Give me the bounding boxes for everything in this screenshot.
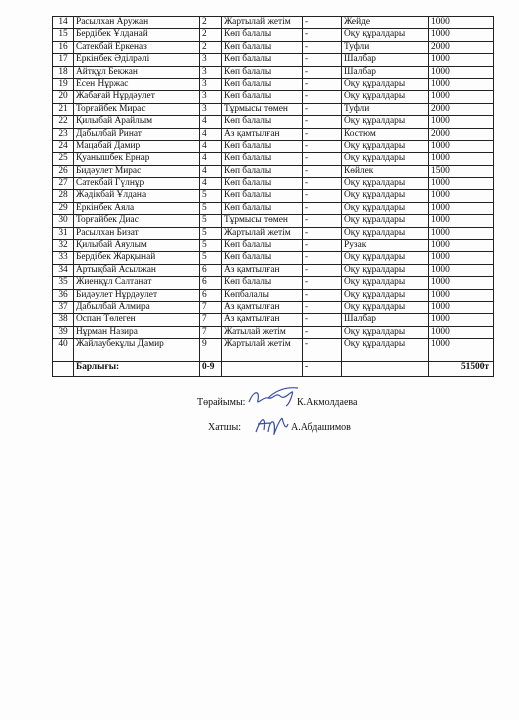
- amount-cell: 1000: [429, 240, 494, 252]
- aid-item-cell: Жейде: [342, 17, 429, 29]
- table-row: [53, 326, 494, 338]
- secretary-label: Хатшы:: [208, 422, 241, 433]
- dash-cell: -: [303, 215, 342, 227]
- grade-cell: 6: [200, 277, 222, 289]
- aid-item-cell: Оқу құралдары: [342, 301, 429, 313]
- student-name-cell: Есен Нұржас: [74, 78, 200, 90]
- grade-cell: 5: [200, 215, 222, 227]
- grade-cell: 9: [200, 339, 222, 362]
- amount-cell: 1500: [429, 165, 494, 177]
- family-status-cell: Аз қамтылған: [222, 264, 303, 276]
- family-status-cell: Аз қамтылған: [222, 314, 303, 326]
- amount-cell: 1000: [429, 190, 494, 202]
- student-name-cell: Қуанышбек Ернар: [74, 153, 200, 165]
- dash-cell: -: [303, 128, 342, 140]
- grade-cell: 6: [200, 289, 222, 301]
- dash-cell: -: [303, 277, 342, 289]
- family-status-cell: Көп балалы: [222, 29, 303, 41]
- aid-table-body: [53, 17, 494, 377]
- dash-cell: -: [303, 78, 342, 90]
- table-row: [53, 116, 494, 128]
- family-status-cell: Көп балалы: [222, 252, 303, 264]
- student-name-cell: Оспан Төлеген: [74, 314, 200, 326]
- student-name-cell: Жәдікбай Ұлдана: [74, 190, 200, 202]
- family-status-cell: Көп балалы: [222, 178, 303, 190]
- aid-item-cell: Көйлек: [342, 165, 429, 177]
- row-number-cell: 35: [53, 277, 74, 289]
- table-row: [53, 314, 494, 326]
- amount-cell: 1000: [429, 66, 494, 78]
- table-row: [53, 41, 494, 53]
- grade-cell: 4: [200, 128, 222, 140]
- table-row: [53, 264, 494, 276]
- secretary-signature-icon: [252, 412, 292, 438]
- grade-cell: 2: [200, 41, 222, 53]
- aid-item-cell: Шалбар: [342, 66, 429, 78]
- table-row: [53, 227, 494, 239]
- table-row: [53, 178, 494, 190]
- family-status-cell: Көп балалы: [222, 140, 303, 152]
- row-number-cell: 32: [53, 240, 74, 252]
- dash-cell: -: [303, 103, 342, 115]
- aid-item-cell: Оқу құралдары: [342, 91, 429, 103]
- aid-item-cell: Оқу құралдары: [342, 264, 429, 276]
- aid-item-cell: Оқу құралдары: [342, 339, 429, 362]
- table-row: [53, 140, 494, 152]
- grade-cell: 4: [200, 153, 222, 165]
- family-status-cell: Көп балалы: [222, 78, 303, 90]
- row-number-cell: 14: [53, 17, 74, 29]
- chair-name: К.Акмолдаева: [297, 397, 358, 408]
- aid-item-cell: Костюм: [342, 128, 429, 140]
- amount-cell: 1000: [429, 227, 494, 239]
- amount-cell: 1000: [429, 54, 494, 66]
- amount-cell: 1000: [429, 277, 494, 289]
- student-name-cell: Еркінбек Әділрәлі: [74, 54, 200, 66]
- dash-cell: -: [303, 314, 342, 326]
- dash-cell: -: [303, 202, 342, 214]
- aid-item-cell: Оқу құралдары: [342, 289, 429, 301]
- amount-cell: 1000: [429, 252, 494, 264]
- grade-cell: 7: [200, 314, 222, 326]
- row-number-cell: 33: [53, 252, 74, 264]
- table-row: [53, 240, 494, 252]
- row-number-cell: 15: [53, 29, 74, 41]
- grade-cell: 5: [200, 240, 222, 252]
- amount-cell: 2000: [429, 128, 494, 140]
- table-row: [53, 165, 494, 177]
- row-number-cell: 26: [53, 165, 74, 177]
- grade-cell: 3: [200, 103, 222, 115]
- total-empty-cell: [222, 362, 303, 377]
- table-row: [53, 29, 494, 41]
- table-row: [53, 91, 494, 103]
- row-number-cell: 34: [53, 264, 74, 276]
- grade-cell: 3: [200, 91, 222, 103]
- amount-cell: 1000: [429, 301, 494, 313]
- grade-cell: 2: [200, 17, 222, 29]
- grade-cell: 4: [200, 140, 222, 152]
- amount-cell: 1000: [429, 178, 494, 190]
- dash-cell: -: [303, 54, 342, 66]
- amount-cell: 1000: [429, 215, 494, 227]
- family-status-cell: Көп балалы: [222, 116, 303, 128]
- aid-item-cell: Оқу құралдары: [342, 78, 429, 90]
- aid-item-cell: Туфли: [342, 41, 429, 53]
- row-number-cell: 25: [53, 153, 74, 165]
- grade-cell: 4: [200, 178, 222, 190]
- family-status-cell: Аз қамтылған: [222, 128, 303, 140]
- amount-cell: 1000: [429, 264, 494, 276]
- grade-cell: 3: [200, 54, 222, 66]
- total-grades-cell: 0-9: [200, 362, 222, 377]
- dash-cell: -: [303, 153, 342, 165]
- family-status-cell: Көп балалы: [222, 41, 303, 53]
- aid-item-cell: Оқу құралдары: [342, 140, 429, 152]
- amount-cell: 1000: [429, 116, 494, 128]
- dash-cell: -: [303, 264, 342, 276]
- total-dash-cell: -: [303, 362, 342, 377]
- table-row: [53, 78, 494, 90]
- aid-item-cell: Рузак: [342, 240, 429, 252]
- family-status-cell: Көп балалы: [222, 165, 303, 177]
- row-number-cell: 20: [53, 91, 74, 103]
- student-name-cell: Торғайбек Мирас: [74, 103, 200, 115]
- dash-cell: -: [303, 29, 342, 41]
- student-name-cell: Жабағай Нұрдәулет: [74, 91, 200, 103]
- dash-cell: -: [303, 227, 342, 239]
- family-status-cell: Көп балалы: [222, 190, 303, 202]
- aid-item-cell: Оқу құралдары: [342, 252, 429, 264]
- dash-cell: -: [303, 326, 342, 338]
- amount-cell: 1000: [429, 314, 494, 326]
- dash-cell: -: [303, 190, 342, 202]
- grade-cell: 5: [200, 227, 222, 239]
- student-name-cell: Еркінбек Аяла: [74, 202, 200, 214]
- row-number-cell: 30: [53, 215, 74, 227]
- row-number-cell: 21: [53, 103, 74, 115]
- aid-item-cell: Туфли: [342, 103, 429, 115]
- family-status-cell: Жатылай жетім: [222, 326, 303, 338]
- student-name-cell: Қилыбай Арайлым: [74, 116, 200, 128]
- grade-cell: 4: [200, 116, 222, 128]
- student-name-cell: Сатекбай Гүлнұр: [74, 178, 200, 190]
- student-name-cell: Бердібек Жарқынай: [74, 252, 200, 264]
- amount-cell: 1000: [429, 140, 494, 152]
- aid-item-cell: Оқу құралдары: [342, 202, 429, 214]
- secretary-name: А.Абдашимов: [291, 422, 351, 433]
- row-number-cell: 17: [53, 54, 74, 66]
- dash-cell: -: [303, 178, 342, 190]
- table-row: [53, 277, 494, 289]
- table-row: [53, 252, 494, 264]
- aid-item-cell: Оқу құралдары: [342, 326, 429, 338]
- family-status-cell: Жартылай жетім: [222, 227, 303, 239]
- row-number-cell: 29: [53, 202, 74, 214]
- amount-cell: 1000: [429, 326, 494, 338]
- student-name-cell: Артықбай Асылжан: [74, 264, 200, 276]
- grade-cell: 5: [200, 190, 222, 202]
- row-number-cell: 18: [53, 66, 74, 78]
- student-name-cell: Бидәулет Мирас: [74, 165, 200, 177]
- table-row: [53, 202, 494, 214]
- table-row: [53, 66, 494, 78]
- dash-cell: -: [303, 240, 342, 252]
- grade-cell: 7: [200, 301, 222, 313]
- student-name-cell: Жайлаубекұлы Дамир: [74, 339, 200, 362]
- dash-cell: -: [303, 339, 342, 362]
- aid-item-cell: Оқу құралдары: [342, 178, 429, 190]
- dash-cell: -: [303, 17, 342, 29]
- student-name-cell: Сатекбай Еркеназ: [74, 41, 200, 53]
- family-status-cell: Көп балалы: [222, 240, 303, 252]
- amount-cell: 2000: [429, 103, 494, 115]
- row-number-cell: 31: [53, 227, 74, 239]
- row-number-cell: 39: [53, 326, 74, 338]
- table-row: [53, 190, 494, 202]
- table-row: [53, 103, 494, 115]
- dash-cell: -: [303, 116, 342, 128]
- row-number-cell: 24: [53, 140, 74, 152]
- total-row: [53, 362, 494, 377]
- family-status-cell: Көп балалы: [222, 66, 303, 78]
- dash-cell: -: [303, 289, 342, 301]
- amount-cell: 1000: [429, 289, 494, 301]
- student-name-cell: Дабылбай Ринат: [74, 128, 200, 140]
- aid-item-cell: Оқу құралдары: [342, 277, 429, 289]
- table-row: [53, 54, 494, 66]
- row-number-cell: 23: [53, 128, 74, 140]
- family-status-cell: Тұрмысы төмен: [222, 215, 303, 227]
- row-number-cell: 40: [53, 339, 74, 362]
- student-name-cell: Жиенқұл Салтанат: [74, 277, 200, 289]
- dash-cell: -: [303, 91, 342, 103]
- amount-cell: 2000: [429, 41, 494, 53]
- total-label-cell: Барлығы:: [74, 362, 200, 377]
- student-name-cell: Торғайбек Диас: [74, 215, 200, 227]
- aid-item-cell: Шалбар: [342, 314, 429, 326]
- row-number-cell: 36: [53, 289, 74, 301]
- aid-item-cell: Оқу құралдары: [342, 227, 429, 239]
- grade-cell: 5: [200, 252, 222, 264]
- table-row: [53, 215, 494, 227]
- table-row: [53, 289, 494, 301]
- dash-cell: -: [303, 252, 342, 264]
- grade-cell: 6: [200, 264, 222, 276]
- family-status-cell: Көп балалы: [222, 153, 303, 165]
- row-number-cell: 28: [53, 190, 74, 202]
- table-row: [53, 128, 494, 140]
- family-status-cell: Көп балалы: [222, 91, 303, 103]
- table-row: [53, 301, 494, 313]
- aid-table: [52, 16, 494, 377]
- chair-label: Төрайымы:: [197, 397, 246, 408]
- table-row: [53, 153, 494, 165]
- dash-cell: -: [303, 140, 342, 152]
- amount-cell: 1000: [429, 91, 494, 103]
- grade-cell: 4: [200, 165, 222, 177]
- total-amount-cell: 51500т: [429, 362, 494, 377]
- student-name-cell: Айтқұл Бекжан: [74, 66, 200, 78]
- amount-cell: 1000: [429, 202, 494, 214]
- amount-cell: 1000: [429, 17, 494, 29]
- amount-cell: 1000: [429, 78, 494, 90]
- row-number-cell: 37: [53, 301, 74, 313]
- aid-item-cell: Оқу құралдары: [342, 153, 429, 165]
- aid-item-cell: Оқу құралдары: [342, 29, 429, 41]
- family-status-cell: Жартылай жетім: [222, 17, 303, 29]
- row-number-cell: 22: [53, 116, 74, 128]
- student-name-cell: Расылхан Аружан: [74, 17, 200, 29]
- student-name-cell: Расылхан Бизат: [74, 227, 200, 239]
- student-name-cell: Бердібек Ұлданай: [74, 29, 200, 41]
- aid-item-cell: Оқу құралдары: [342, 190, 429, 202]
- dash-cell: -: [303, 301, 342, 313]
- amount-cell: 1000: [429, 29, 494, 41]
- chair-signature-icon: [246, 384, 302, 410]
- total-empty-cell: [53, 362, 74, 377]
- student-name-cell: Мацабай Дамир: [74, 140, 200, 152]
- aid-item-cell: Шалбар: [342, 54, 429, 66]
- student-name-cell: Қилыбай Аяулым: [74, 240, 200, 252]
- aid-item-cell: Оқу құралдары: [342, 116, 429, 128]
- grade-cell: 3: [200, 66, 222, 78]
- family-status-cell: Тұрмысы төмен: [222, 103, 303, 115]
- dash-cell: -: [303, 165, 342, 177]
- family-status-cell: Көп балалы: [222, 277, 303, 289]
- grade-cell: 7: [200, 326, 222, 338]
- table-row: [53, 17, 494, 29]
- amount-cell: 1000: [429, 153, 494, 165]
- grade-cell: 2: [200, 29, 222, 41]
- row-number-cell: 27: [53, 178, 74, 190]
- row-number-cell: 16: [53, 41, 74, 53]
- amount-cell: 1000: [429, 339, 494, 362]
- student-name-cell: Нұрман Назира: [74, 326, 200, 338]
- grade-cell: 3: [200, 78, 222, 90]
- student-name-cell: Дабылбай Алмира: [74, 301, 200, 313]
- family-status-cell: Көп балалы: [222, 54, 303, 66]
- family-status-cell: Жартылай жетім: [222, 339, 303, 362]
- grade-cell: 5: [200, 202, 222, 214]
- family-status-cell: Көпбалалы: [222, 289, 303, 301]
- family-status-cell: Көп балалы: [222, 202, 303, 214]
- dash-cell: -: [303, 66, 342, 78]
- table-row: [53, 339, 494, 362]
- aid-item-cell: Оқу құралдары: [342, 215, 429, 227]
- total-empty-cell: [342, 362, 429, 377]
- row-number-cell: 38: [53, 314, 74, 326]
- family-status-cell: Аз қамтылған: [222, 301, 303, 313]
- student-name-cell: Бидәулет Нұрдәулет: [74, 289, 200, 301]
- row-number-cell: 19: [53, 78, 74, 90]
- dash-cell: -: [303, 41, 342, 53]
